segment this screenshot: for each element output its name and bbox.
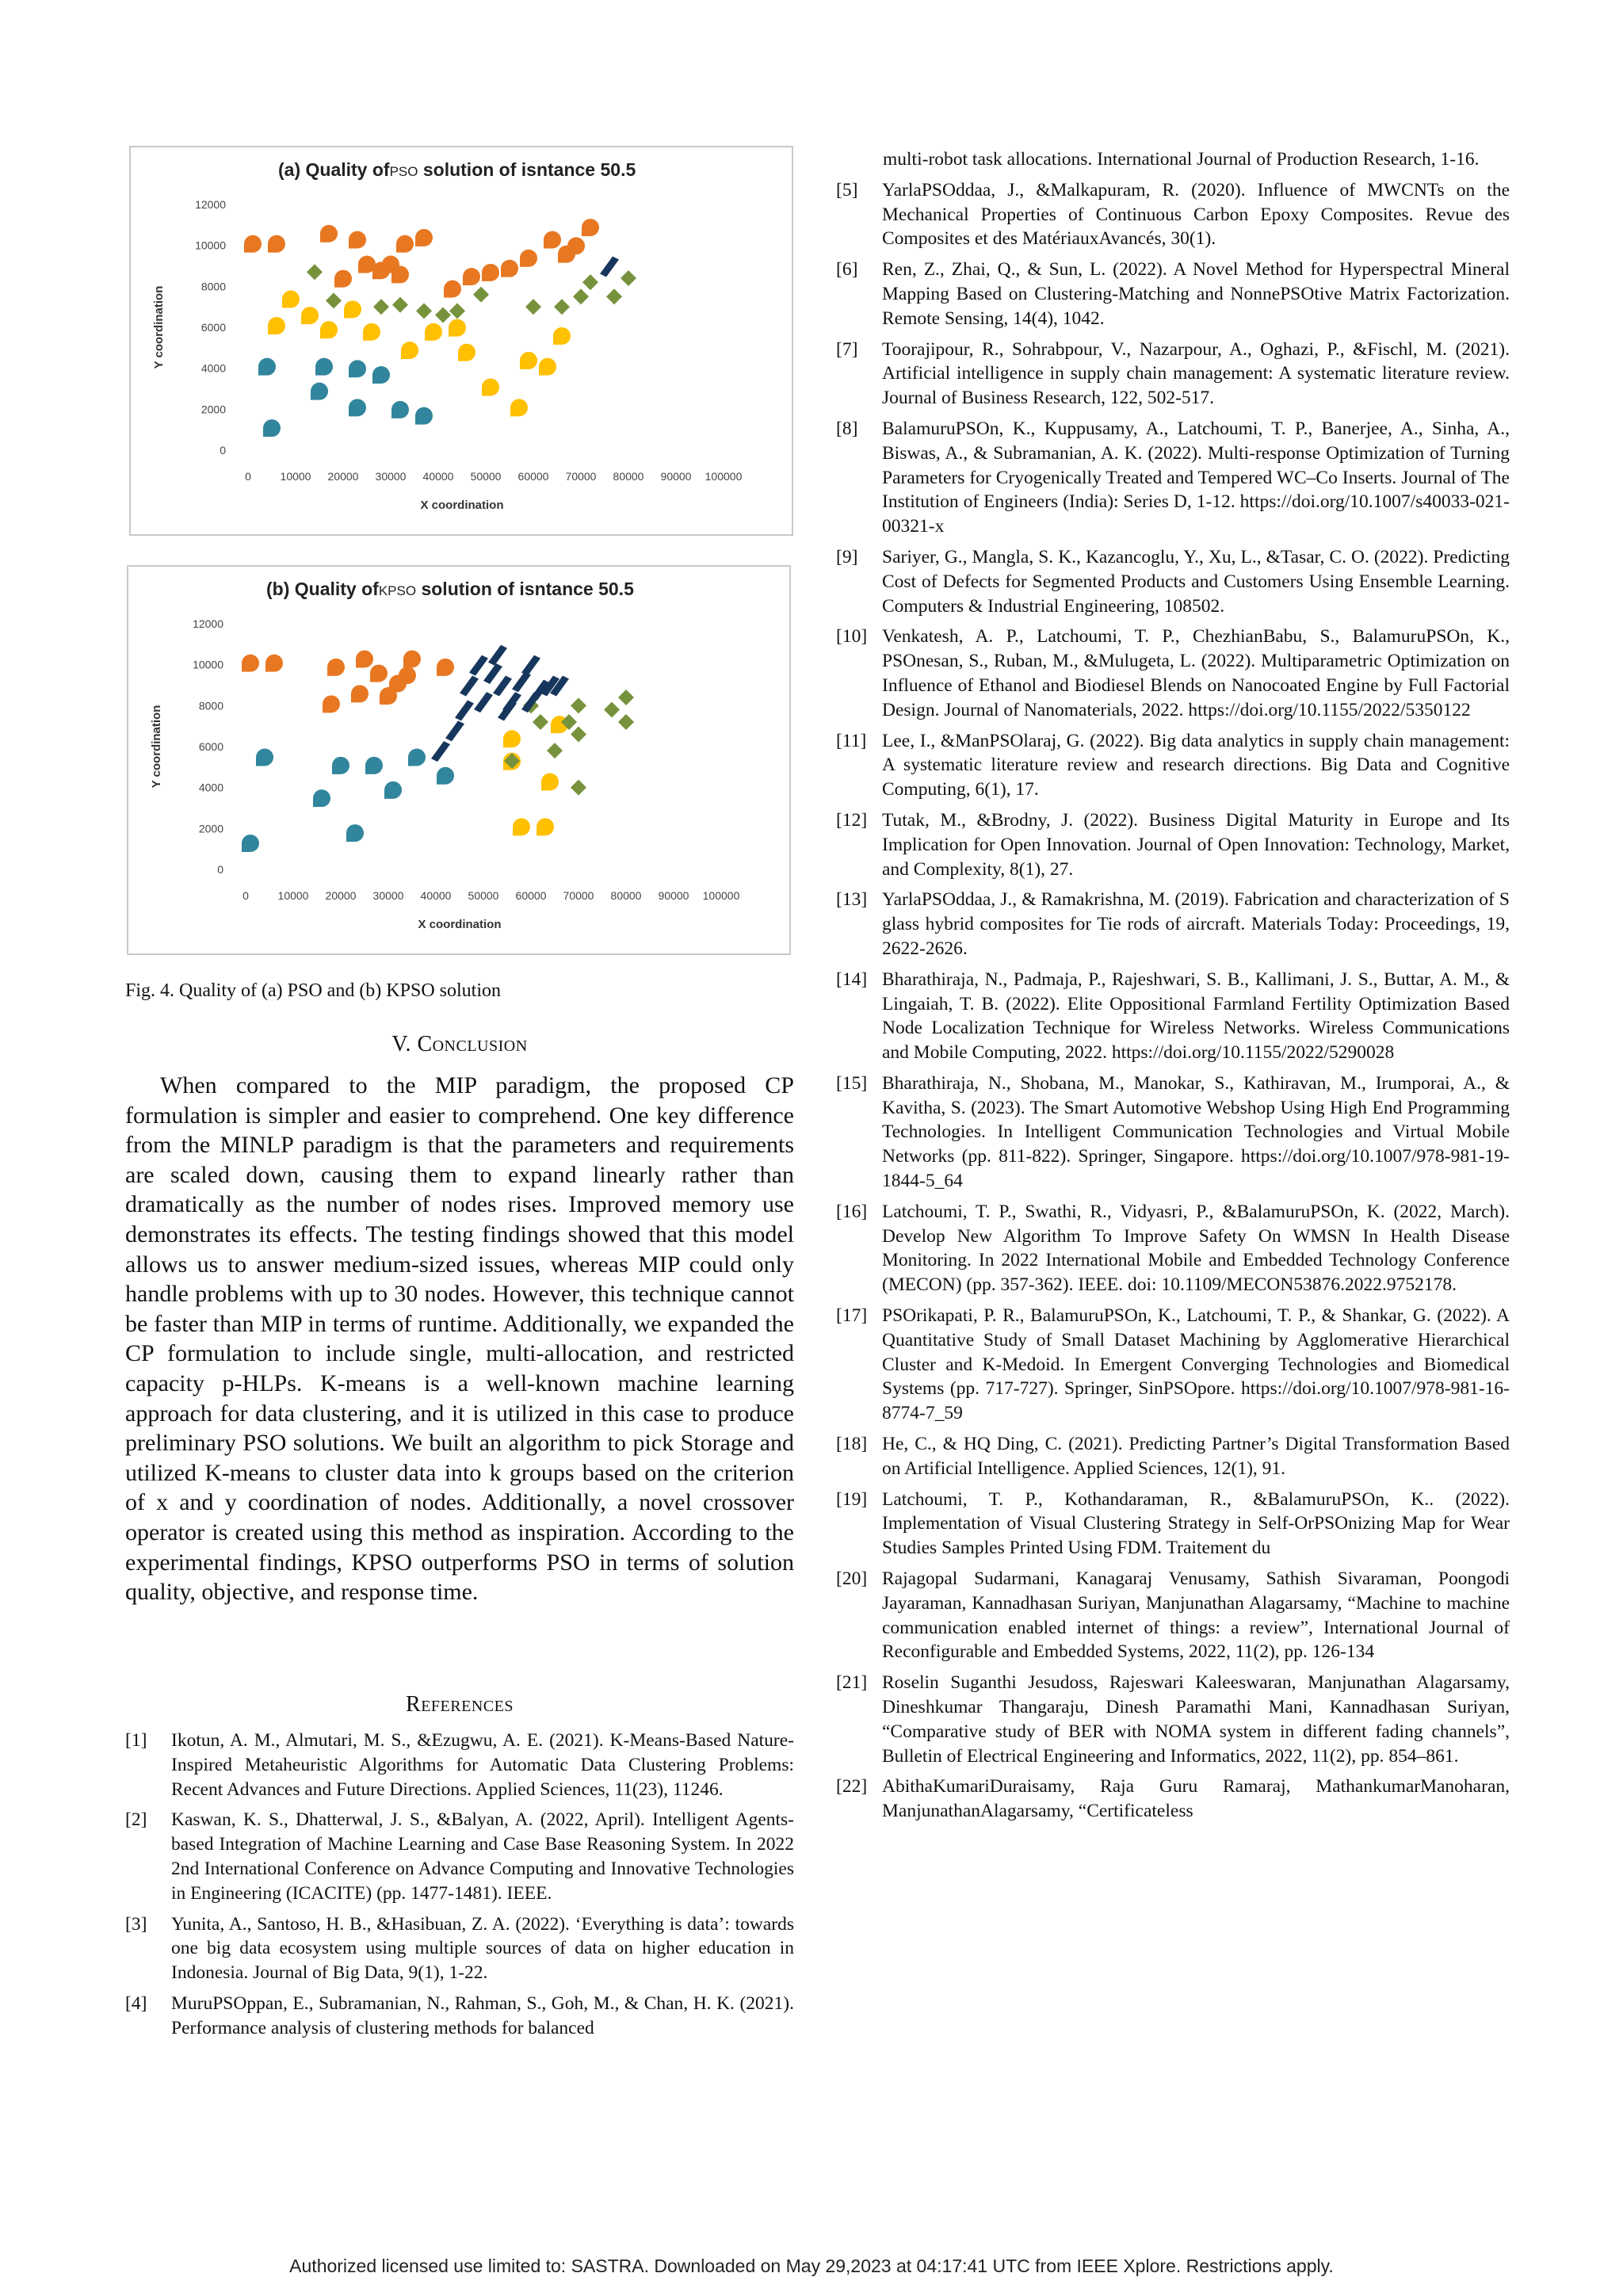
data-point-cluster-teal	[391, 401, 409, 418]
data-point-cluster-orange	[403, 651, 421, 668]
data-point-cluster-green	[473, 287, 489, 303]
x-tick-label: 100000	[702, 889, 740, 902]
data-point-cluster-yellow	[513, 818, 530, 835]
data-point-cluster-navy	[521, 655, 540, 676]
reference-text: BalamuruPSOn, K., Kuppusamy, A., Latchoumi, T. P., Banerjee, A., Sinha, A., Biswas, A., & Subramanian, A. K. (2022). Multi-response Optimization of Turning Parameters for Cryogenically Treated and Tempered WC–Co Inserts. Journal of The Institution of Engineers (India): Series D, 1-12. https://doi.org/10.1007/s40033-021-00321-x	[882, 418, 1510, 537]
data-point-cluster-orange	[501, 260, 518, 277]
reference-item	[836, 1488, 1510, 1561]
data-point-cluster-orange	[463, 268, 480, 285]
reference-item	[836, 1775, 1510, 1824]
reference-text: Tutak, M., &Brodny, J. (2022). Business Digital Maturity in Europe and Its Implication for Open Innovation. Journal of Open Innovation: Technology, Market, and Complexity, 8(1), 27.	[882, 809, 1510, 880]
data-point-cluster-green	[554, 299, 570, 315]
data-point-cluster-navy	[600, 257, 619, 277]
reference-number: [16]	[836, 1201, 868, 1222]
reference-item	[125, 1912, 794, 1985]
reference-item	[836, 808, 1510, 881]
data-point-cluster-orange	[327, 659, 345, 676]
data-point-cluster-navy	[460, 676, 479, 697]
reference-item	[125, 1992, 794, 2041]
chart-b	[127, 565, 791, 955]
data-point-cluster-orange	[415, 229, 433, 246]
references-right-column	[836, 147, 1510, 1830]
reference-continuation: multi-robot task allocations. International Journal of Production Research, 1-16.	[883, 149, 1480, 170]
reference-item	[836, 178, 1510, 251]
data-point-cluster-yellow	[425, 323, 442, 341]
data-point-cluster-teal	[437, 767, 454, 785]
reference-number: [15]	[836, 1072, 868, 1094]
y-tick-label: 8000	[198, 699, 223, 712]
reference-text: Rajagopal Sudarmani, Kanagaraj Venusamy, Sathish Sivaraman, Poongodi Jayaraman, Kannadhasan Suriyan, Manjunathan Alagarsamy, “Machine to machine communication enabled internet of things: a review”, International Journal of Reconfigurable and Embedded Systems, 2022, 11(2), pp. 126-134	[882, 1568, 1510, 1663]
data-point-cluster-yellow	[553, 327, 571, 345]
reference-number: [7]	[836, 338, 858, 360]
data-point-cluster-green	[435, 308, 451, 323]
data-point-cluster-teal	[408, 749, 426, 766]
data-point-cluster-yellow	[282, 290, 300, 308]
reference-item	[836, 729, 1510, 802]
x-tick-label: 30000	[375, 470, 407, 483]
y-tick-label: 0	[220, 444, 226, 457]
reference-number: [4]	[125, 1992, 147, 2014]
y-tick-label: 12000	[193, 617, 223, 630]
reference-number: [18]	[836, 1434, 868, 1455]
data-point-cluster-green	[604, 702, 620, 718]
data-point-cluster-navy	[455, 701, 474, 721]
data-point-cluster-green	[547, 743, 563, 758]
data-point-cluster-orange	[242, 655, 259, 672]
reference-item	[836, 1671, 1510, 1768]
reference-text: He, C., & HQ Ding, C. (2021). Predicting Partner’s Digital Transformation Based on Artificial Intelligence. Applied Sciences, 12(1), 91.	[882, 1434, 1510, 1479]
data-point-cluster-yellow	[539, 358, 556, 376]
data-point-cluster-orange	[268, 235, 285, 253]
data-point-cluster-navy	[469, 655, 488, 676]
reference-item	[125, 1808, 794, 1905]
reference-text: Toorajipour, R., Sohrabpour, V., Nazarpour, A., Oghazi, P., &Fischl, M. (2021). Artificial intelligence in supply chain management: A systematic literature review. Journal of Business Research, 122, 502-517.	[882, 338, 1510, 409]
reference-item	[836, 968, 1510, 1065]
data-point-cluster-green	[618, 690, 634, 705]
reference-number: [9]	[836, 546, 858, 567]
data-point-cluster-green	[618, 714, 634, 730]
conclusion-text: When compared to the MIP paradigm, the proposed CP formulation is simpler and easier to comprehend. One key difference from the MINLP paradigm is that the parameters and requirements are scaled down, causing them to expand linearly rather than dramatically as the number of nodes rises. Improved memory use demonstrates its effects. The testing findings showed that this model allows us to answer medium-sized issues, whereas MIP could only handle problems with up to 30 nodes. However, this technique cannot be faster than MIP in terms of runtime. Additionally, we expanded the CP formulation to include single, multi-allocation, and restricted capacity p-HLPs. K-means is a well-known machine learning approach for data clustering, and it is utilized in this case to produce preliminary PSO solutions. We built an algorithm to pick Storage and utilized K-means to cluster data into k groups based on the criterion of x and y coordination of nodes. Additionally, a novel crossover operator is created using this method as inspiration. According to the experimental findings, KPSO outperforms PSO in terms of solution quality, objective, and response time.	[125, 1072, 794, 1606]
reference-number: [12]	[836, 809, 868, 831]
data-point-cluster-yellow	[301, 307, 319, 324]
chart-b-title: (b) Quality ofKPSO solution of isntance 50.5	[266, 579, 634, 599]
reference-item	[836, 417, 1510, 539]
reference-text: Yunita, A., Santoso, H. B., &Hasibuan, Z. A. (2022). ‘Everything is data’: towards one big data ecosystem using multiple sources of data on higher education in Indonesia. Journal of Big Data, 9(1), 1-22.	[171, 1913, 794, 1984]
data-point-cluster-yellow	[458, 344, 475, 361]
data-point-cluster-green	[571, 727, 586, 743]
data-point-cluster-yellow	[482, 379, 499, 396]
data-point-cluster-green	[571, 780, 586, 796]
data-point-cluster-navy	[493, 676, 512, 697]
x-tick-label: 0	[245, 470, 251, 483]
data-point-cluster-green	[525, 299, 541, 315]
x-axis-label: X coordination	[418, 918, 502, 931]
reference-number: [22]	[836, 1776, 868, 1797]
y-tick-label: 6000	[198, 740, 223, 753]
x-tick-label: 90000	[660, 470, 692, 483]
conclusion-heading: V. Conclusion	[391, 1032, 528, 1056]
data-point-cluster-navy	[431, 741, 450, 762]
data-point-cluster-yellow	[510, 399, 528, 416]
y-tick-label: 4000	[200, 361, 226, 375]
x-tick-label: 50000	[470, 470, 502, 483]
chart-a-title: (a) Quality ofPSO solution of isntance 50.5	[278, 159, 636, 180]
reference-number: [3]	[125, 1913, 147, 1935]
data-point-cluster-teal	[372, 366, 390, 384]
reference-number: [11]	[836, 730, 867, 751]
data-point-cluster-orange	[567, 237, 585, 254]
data-point-cluster-navy	[483, 663, 502, 684]
data-point-cluster-orange	[323, 695, 340, 712]
data-point-cluster-yellow	[363, 323, 380, 341]
reference-text: Latchoumi, T. P., Swathi, R., Vidyasri, P., &BalamuruPSOn, K. (2022, March). Develop New Algorithm To Improve Safety On WMSN In Health Disease Monitoring. In 2022 International Mobile and Embedded Technology Conference (MECON) (pp. 357-362). IEEE. doi: 10.1109/MECON53876.2022.9752178.	[882, 1201, 1510, 1296]
x-tick-label: 10000	[280, 470, 311, 483]
data-point-cluster-green	[307, 264, 323, 280]
reference-text: YarlaPSOddaa, J., &Malkapuram, R. (2020). Influence of MWCNTs on the Mechanical Properties of Continuous Carbon Epoxy Composites. Revue des Composites et des MatériauxAvancés, 30(1).	[882, 179, 1510, 250]
data-point-cluster-orange	[520, 250, 537, 267]
reference-text: Lee, I., &ManPSOlaraj, G. (2022). Big data analytics in supply chain management: A systematic literature review and research directions. Big Data and Cognitive Computing, 6(1), 17.	[882, 730, 1510, 800]
data-point-cluster-navy	[488, 645, 507, 666]
y-tick-label: 10000	[193, 658, 223, 671]
reference-text: Bharathiraja, N., Padmaja, P., Rajeshwari, S. B., Kallimani, J. S., Buttar, A. M., & Lingaiah, T. B. (2022). Elite Oppositional Farmland Fertility Optimization Based Node Localization Technique for Wireless Networks. Wireless Communications and Mobile Computing, 2022. https://doi.org/10.1155/2022/5290028	[882, 968, 1510, 1064]
data-point-cluster-yellow	[320, 321, 338, 338]
reference-item	[836, 545, 1510, 618]
reference-text: AbithaKumariDuraisamy, Raja Guru Ramaraj, MathankumarManoharan, ManjunathanAlagarsamy, “Certificateless	[882, 1776, 1510, 1822]
reference-item	[836, 1304, 1510, 1426]
data-point-cluster-yellow	[541, 774, 559, 791]
data-point-cluster-teal	[258, 358, 276, 376]
reference-item	[836, 338, 1510, 411]
data-point-cluster-green	[571, 697, 586, 713]
data-point-cluster-teal	[365, 757, 383, 774]
data-point-cluster-orange	[544, 231, 561, 249]
data-point-cluster-teal	[415, 407, 433, 425]
reference-number: [5]	[836, 179, 858, 201]
y-tick-label: 2000	[198, 822, 223, 835]
reference-text: Kaswan, K. S., Dhatterwal, J. S., &Balyan, A. (2022, April). Intelligent Agents-based Integration of Machine Learning and Case Base Reasoning System. In 2022 2nd International Conference on Advance Computing and Innovative Technologies in Engineering (ICACITE) (pp. 1477-1481). IEEE.	[171, 1809, 794, 1904]
x-tick-label: 50000	[468, 889, 499, 902]
data-point-cluster-green	[373, 299, 389, 315]
reference-number: [17]	[836, 1305, 868, 1327]
reference-item	[836, 888, 1510, 961]
data-point-cluster-teal	[313, 789, 330, 807]
reference-text: Ikotun, A. M., Almutari, M. S., &Ezugwu, A. E. (2021). K-Means-Based Nature-Inspired Metaheuristic Algorithms for Automatic Data Clustering Problems: Recent Advances and Future Directions. Applied Sciences, 11(23), 11246.	[171, 1730, 794, 1800]
reference-number: [21]	[836, 1672, 868, 1694]
data-point-cluster-orange	[320, 225, 338, 243]
data-point-cluster-green	[573, 288, 589, 304]
x-tick-label: 10000	[277, 889, 309, 902]
x-tick-label: 20000	[327, 470, 359, 483]
data-point-cluster-yellow	[344, 300, 361, 318]
figure-caption: Fig. 4. Quality of (a) PSO and (b) KPSO solution	[125, 980, 501, 1001]
data-point-cluster-green	[621, 270, 636, 286]
x-tick-label: 80000	[610, 889, 642, 902]
x-tick-label: 100000	[705, 470, 743, 483]
x-tick-label: 30000	[372, 889, 404, 902]
reference-item	[836, 1200, 1510, 1297]
data-point-cluster-orange	[396, 235, 414, 253]
data-point-cluster-orange	[356, 651, 373, 668]
reference-item	[836, 1072, 1510, 1194]
data-point-cluster-yellow	[503, 730, 521, 747]
reference-number: [14]	[836, 968, 868, 990]
x-tick-label: 80000	[613, 470, 644, 483]
data-point-cluster-orange	[370, 665, 388, 682]
data-point-cluster-navy	[445, 720, 464, 741]
data-point-cluster-orange	[334, 270, 352, 288]
chart-a	[129, 146, 793, 536]
data-point-cluster-orange	[349, 231, 366, 249]
data-point-cluster-teal	[263, 419, 281, 437]
reference-text: Sariyer, G., Mangla, S. K., Kazancoglu, Y., Xu, L., &Tasar, C. O. (2022). Predicting Cost of Defects for Segmented Products and Customers Using Ensemble Learning. Computers & Industrial Engineering, 108502.	[882, 546, 1510, 617]
y-tick-label: 6000	[200, 321, 226, 334]
y-tick-label: 10000	[195, 239, 226, 252]
reference-text: PSOrikapati, P. R., BalamuruPSOn, K., Latchoumi, T. P., & Shankar, G. (2022). A Quantitative Study of Small Dataset Machining by Agglomerative Hierarchical Cluster and K-Medoid. In Emergent Converging Technologies and Biomedical Systems (pp. 717-727). Springer, SinPSOpore. https://doi.org/10.1007/978-981-16-8774-7_59	[882, 1305, 1510, 1424]
reference-number: [8]	[836, 418, 858, 439]
data-point-cluster-green	[392, 297, 408, 313]
footer-notice: Authorized licensed use limited to: SASTRA. Downloaded on May 29,2023 at 04:17:41 UTC from IEEE Xplore. Restrictions apply.	[289, 2256, 1334, 2276]
data-point-cluster-yellow	[537, 818, 554, 835]
reference-number: [6]	[836, 259, 858, 281]
data-point-cluster-orange	[244, 235, 262, 253]
data-point-cluster-yellow	[520, 352, 537, 369]
reference-item	[836, 258, 1510, 330]
data-point-cluster-green	[533, 714, 548, 730]
data-point-cluster-navy	[474, 692, 493, 712]
reference-text: Roselin Suganthi Jesudoss, Rajeswari Kaleeswaran, Manjunathan Alagarsamy, Dineshkumar Thangaraju, Dinesh Paramathi Mani, Kannadhasan Suriyan, “Comparative study of BER with NOMA system in different fading channels”, Bulletin of Electrical Engineering and Informatics, 2022, 11(2), pp. 854–861.	[882, 1672, 1510, 1767]
reference-text: Bharathiraja, N., Shobana, M., Manokar, S., Kathiravan, M., Irumporai, A., & Kavitha, S. (2023). The Smart Automotive Webshop Using High End Programming Technologies. In Intelligent Communication Technologies and Virtual Mobile Networks (pp. 811-822). Springer, Singapore. https://doi.org/10.1007/978-981-19-1844-5_64	[882, 1072, 1510, 1192]
y-tick-label: 4000	[198, 781, 223, 794]
y-axis-label: Y coordination	[150, 705, 163, 789]
y-tick-label: 12000	[195, 198, 226, 211]
data-point-cluster-orange	[265, 655, 283, 672]
y-tick-label: 0	[217, 863, 223, 876]
x-tick-label: 40000	[422, 470, 454, 483]
data-point-cluster-teal	[346, 824, 364, 842]
reference-number: [20]	[836, 1568, 868, 1590]
data-point-cluster-teal	[349, 360, 366, 377]
reference-text: MuruPSOppan, E., Subramanian, N., Rahman, S., Goh, M., & Chan, H. K. (2021). Performance analysis of clustering methods for balanced	[171, 1992, 794, 2038]
data-point-cluster-teal	[256, 749, 273, 766]
reference-item	[836, 625, 1510, 722]
data-point-cluster-green	[416, 303, 432, 319]
data-point-cluster-teal	[384, 781, 402, 799]
reference-text: Venkatesh, A. P., Latchoumi, T. P., ChezhianBabu, S., BalamuruPSOn, K., PSOnesan, S., Ruban, M., &Mulugeta, L. (2022). Multiparametric Optimization on Influence of Ethanol and Biodiesel Blends on Nanocoated Engine by Full Factorial Design. Journal of Nanomaterials, 2022. https://doi.org/10.1155/2022/5350122	[882, 626, 1510, 720]
data-point-cluster-teal	[332, 757, 349, 774]
data-point-cluster-green	[449, 303, 465, 319]
y-tick-label: 8000	[200, 280, 226, 293]
data-point-cluster-orange	[351, 685, 369, 702]
data-point-cluster-orange	[444, 281, 461, 298]
y-axis-label: Y coordination	[152, 285, 166, 369]
chart-b-plot	[128, 567, 789, 953]
reference-text: YarlaPSOddaa, J., & Ramakrishna, M. (2019). Fabrication and characterization of S glass hybrid composites for Tie rods of aircraft. Materials Today: Proceedings, 19, 2622-2626.	[882, 889, 1510, 959]
reference-number: [10]	[836, 626, 868, 648]
data-point-cluster-yellow	[268, 317, 285, 334]
data-point-cluster-orange	[582, 219, 599, 236]
data-point-cluster-orange	[399, 667, 416, 684]
references-heading: References	[406, 1692, 514, 1717]
reference-text: Latchoumi, T. P., Kothandaraman, R., &BalamuruPSOn, K.. (2022). Implementation of Visual Clustering Strategy in Self-OrPSOnizing Map for Wear Studies Samples Printed Using FDM. Traitement du	[882, 1488, 1510, 1559]
data-point-cluster-yellow	[401, 342, 418, 359]
data-point-cluster-teal	[242, 835, 259, 852]
y-tick-label: 2000	[200, 403, 226, 416]
data-point-cluster-orange	[482, 264, 499, 281]
data-point-cluster-green	[606, 288, 622, 304]
reference-text: Ren, Z., Zhai, Q., & Sun, L. (2022). A Novel Method for Hyperspectral Mineral Mapping Based on Clustering-Matching and NonnePSOtive Matrix Factorization. Remote Sensing, 14(4), 1042.	[882, 259, 1510, 329]
data-point-cluster-teal	[349, 399, 366, 416]
reference-item	[125, 1729, 794, 1801]
reference-item	[836, 1567, 1510, 1664]
data-point-cluster-green	[326, 292, 342, 308]
x-axis-label: X coordination	[420, 499, 504, 512]
reference-item	[836, 1432, 1510, 1481]
x-tick-label: 90000	[658, 889, 689, 902]
reference-number: [19]	[836, 1488, 868, 1510]
reference-number: [1]	[125, 1730, 147, 1751]
x-tick-label: 60000	[517, 470, 549, 483]
data-point-cluster-green	[582, 274, 598, 290]
x-tick-label: 70000	[563, 889, 594, 902]
x-tick-label: 40000	[420, 889, 452, 902]
x-tick-label: 20000	[325, 889, 357, 902]
reference-number: [13]	[836, 889, 868, 911]
x-tick-label: 70000	[565, 470, 597, 483]
x-tick-label: 60000	[515, 889, 547, 902]
data-point-cluster-teal	[315, 358, 333, 376]
data-point-cluster-orange	[391, 266, 409, 283]
x-tick-label: 0	[242, 889, 249, 902]
reference-number: [2]	[125, 1809, 147, 1831]
data-point-cluster-yellow	[449, 319, 466, 337]
references-left-column	[125, 1729, 794, 2047]
data-point-cluster-teal	[311, 383, 328, 400]
data-point-cluster-orange	[437, 659, 454, 676]
chart-a-plot	[131, 147, 792, 534]
